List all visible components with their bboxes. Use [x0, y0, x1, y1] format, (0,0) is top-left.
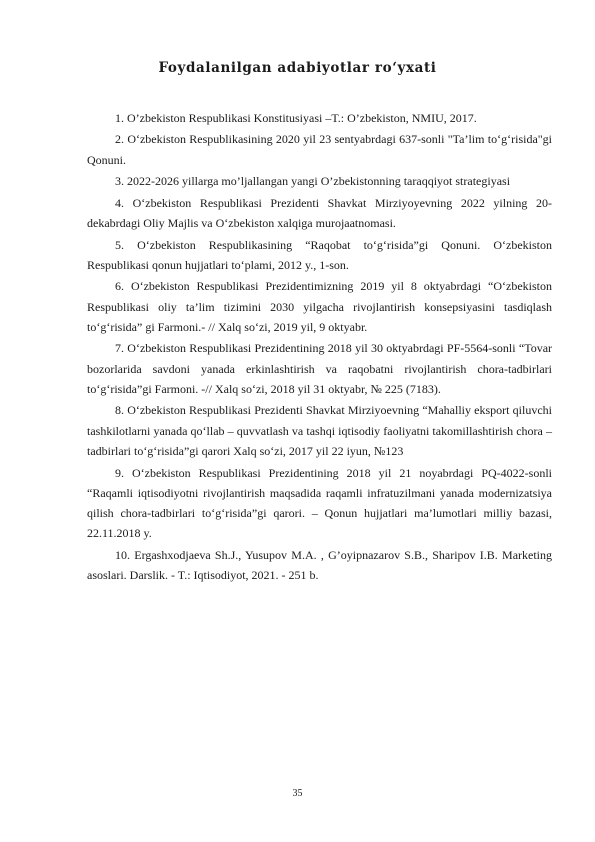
page-title: Foydalanilgan adabiyotlar ro‘yxati	[158, 60, 437, 76]
reference-item	[87, 235, 552, 276]
reference-item	[87, 276, 552, 337]
reference-number: 5.	[115, 237, 124, 252]
reference-number: 7.	[115, 341, 124, 356]
page-number: 35	[292, 788, 303, 799]
reference-item	[87, 193, 552, 234]
reference-text: O‘zbekiston Respublikasining 2020 yil 23 sentyabrdagi 637-sonli "Ta’lim to‘g‘risida"gi Qonuni.	[87, 132, 553, 167]
reference-number: 8.	[115, 403, 124, 418]
reference-text: O‘zbekiston Respublikasi Prezidentining 2018 yil 30 oktyabrdagi PF-5564-sonli “Tovar bozorlarida savdoni yanada erkinlashtirish va raqobatni rivojlantirish chora-tadbirlari to‘g‘risida”gi Farmoni. -// Xalq so‘zi, 2018 yil 31 oktyabr, № 225 (7183).	[87, 341, 553, 396]
reference-item	[87, 338, 552, 399]
reference-text: O‘zbekiston Respublikasi Prezidenti Shavkat Mirziyoyevning 2022 yilning 20-dekabrdagi Oliy Majlis va O‘zbekiston xalqiga murojaatnomasi.	[87, 195, 553, 231]
reference-number: 2.	[115, 132, 124, 147]
reference-item	[87, 171, 552, 191]
reference-item	[87, 108, 552, 128]
reference-text: O‘zbekiston Respublikasining “Raqobat to‘g‘risida”gi Qonuni. O‘zbekiston Respublikasi qonun hujjatlari to‘plami, 2012 y., 1-son.	[87, 237, 553, 272]
reference-number: 3.	[115, 174, 124, 189]
reference-text: 2022-2026 yillarga mo’ljallangan yangi O’zbekistonning taraqqiyot strategiyasi	[127, 174, 511, 189]
reference-number: 9.	[115, 465, 124, 480]
reference-item	[87, 545, 552, 586]
reference-number: 10.	[115, 547, 130, 562]
reference-list	[87, 108, 552, 587]
reference-item	[87, 129, 552, 170]
reference-text: O‘zbekiston Respublikasi Prezidentining 2018 yil 21 noyabrdagi PQ-4022-sonli “Raqamli iqtisodiyotni rivojlantirish maqsadida raqamli infratuzilmani yanada modernizatsiya qilish chora-tadbirlari to‘g‘risida”gi qarori. – Qonun hujjatlari ma’lumotlari milliy bazasi, 22.11.2018 y.	[87, 465, 552, 541]
reference-number: 6.	[115, 279, 124, 294]
reference-number: 1.	[115, 111, 124, 125]
reference-item	[87, 400, 552, 461]
reference-number: 4.	[115, 195, 124, 210]
reference-text: O‘zbekiston Respublikasi Prezidenti Shavkat Mirziyoevning “Mahalliy eksport qiluvchi tashkilotlarni yanada qo‘llab – quvvatlash va tashqi iqtisodiy faoliyatni takomillashtirish chora – tadbirlari to‘g‘risida”gi qarori Xalq so‘zi, 2017 yil 22 iyun, №123	[87, 403, 553, 459]
reference-item	[87, 463, 552, 544]
reference-text: Ergashxodjaeva Sh.J., Yusupov M.A. , G’oyipnazarov S.B., Sharipov I.B. Marketing asoslari. Darslik. - T.: Iqtisodiyot, 2021. - 251 b.	[87, 547, 553, 583]
reference-text: O’zbekiston Respublikasi Konstitusiyasi –T.: O’zbekiston, NMIU, 2017.	[127, 111, 477, 125]
reference-text: O‘zbekiston Respublikasi Prezidentimizning 2019 yil 8 oktyabrdagi “O‘zbekiston Respublikasi oliy ta’lim tizimini 2030 yilgacha rivojlantirish konsepsiyasini tasdiqlash to‘g‘risida” gi Farmoni.- // Xalq so‘zi, 2019 yil, 9 oktyabr.	[87, 279, 553, 334]
